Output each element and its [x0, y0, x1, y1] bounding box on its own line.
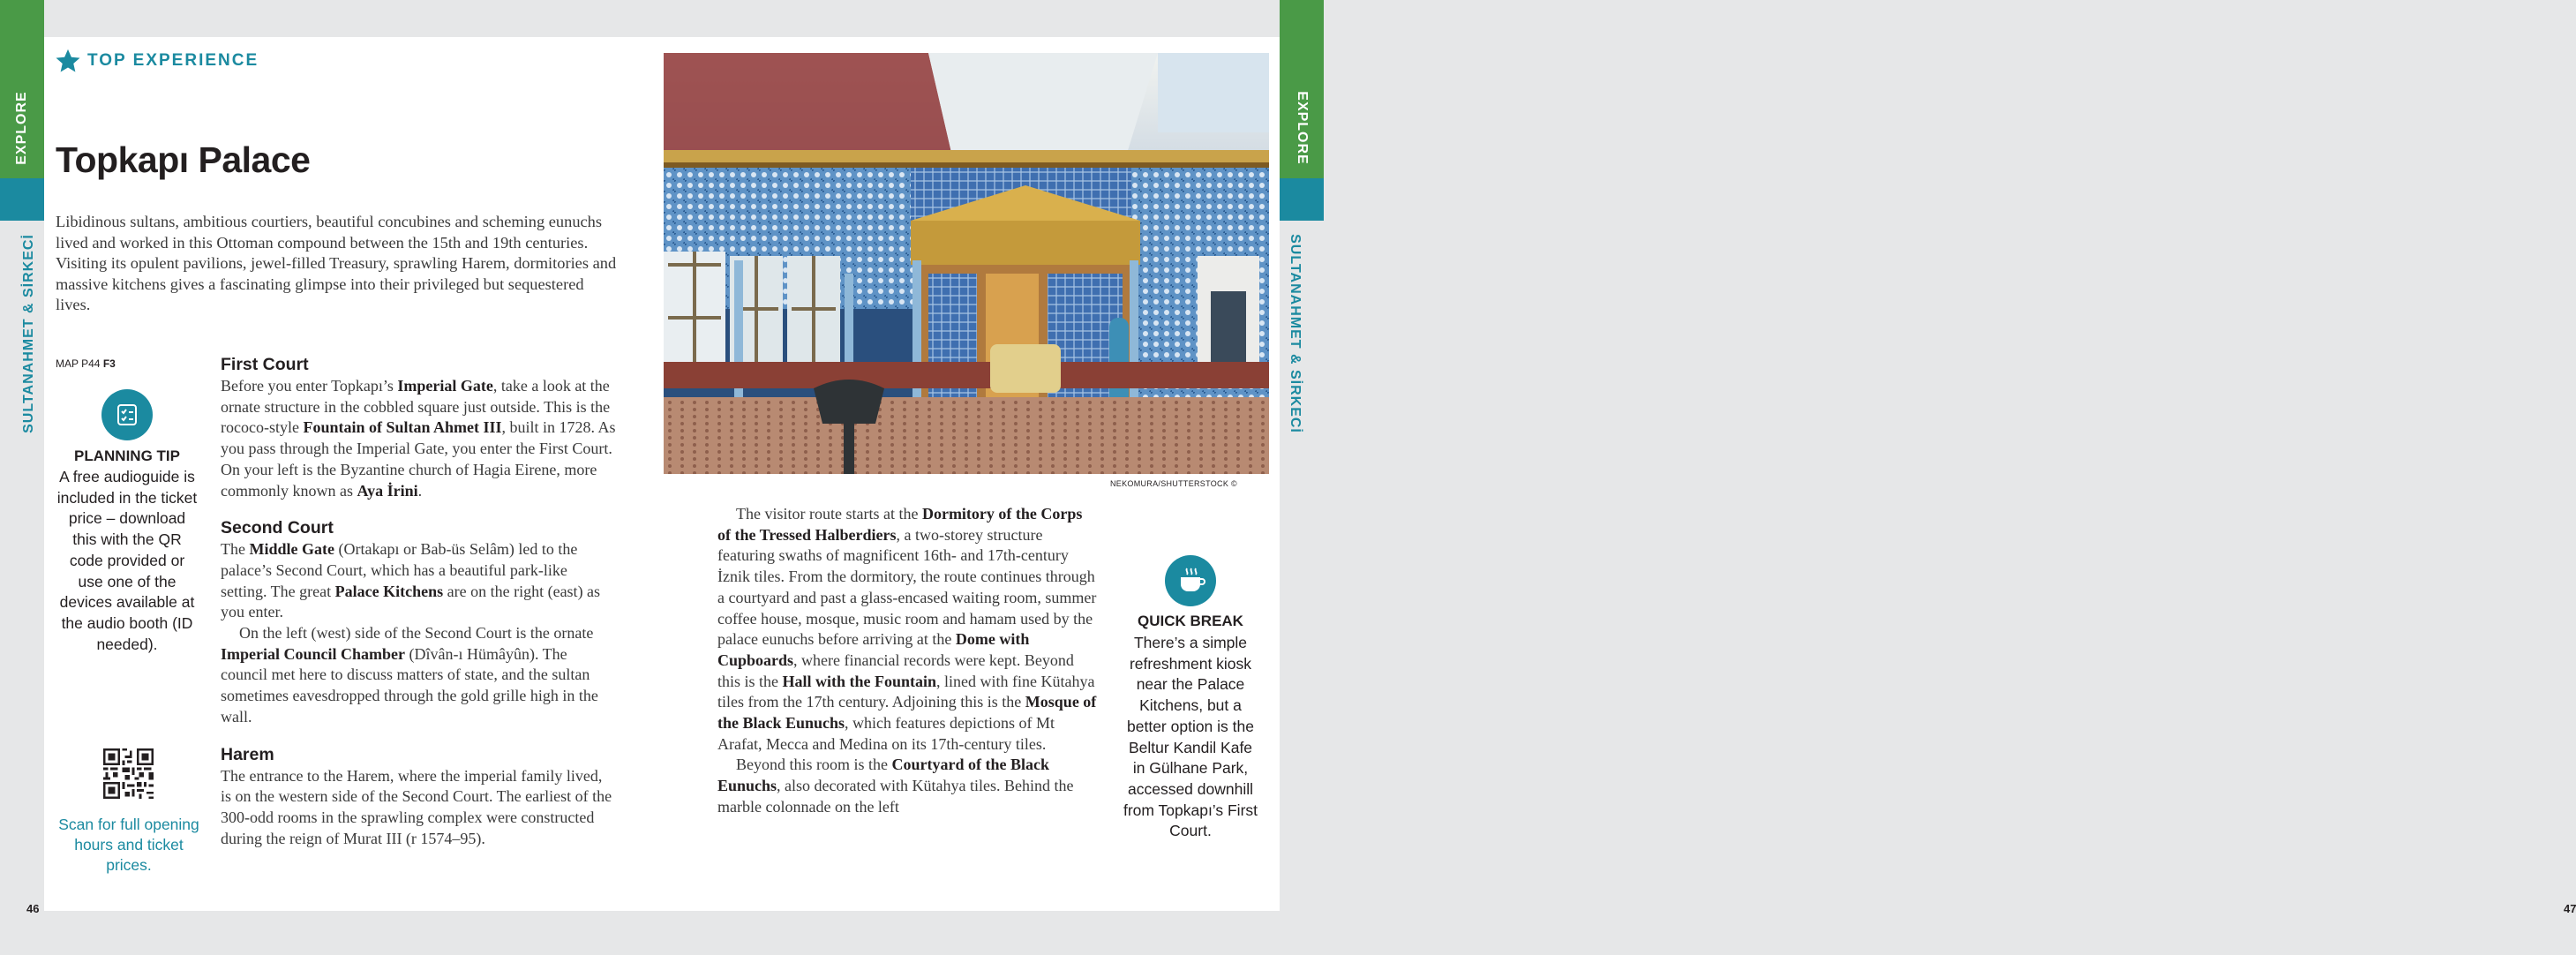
- district-tab-label: SULTANAHMET & SİRKECİ: [21, 234, 36, 433]
- qr-code[interactable]: [103, 748, 154, 799]
- section-text: On the left (west) side of the Second Court is the ornate Imperial Council Chamber (Dîvân-ı Hümâyûn). The council met here to discuss matters of state, and the sultan sometimes eavesdropped through the gold grille high in the wall.: [221, 624, 598, 726]
- body-paragraph: The visitor route starts at the Dormitory of the Corps of the Tressed Halberdiers, a two-storey structure featuring swaths of magnificent 16th- and 17th-century İznik tiles. From the dormitory, the route continues through a courtyard and past a glass-encased waiting room, summer coffee house, mosque, music room and hamam used by the palace eunuchs before arriving at the Dome with Cupboards, where financial records were kept. Beyond this is the Hall with the Fountain, lined with fine Kütahya tiles from the 17th century. Adjoining this is the Mosque of the Black Eunuchs, which features depictions of Mt Arafat, Mecca and Medina on its 17th-century tiles.: [717, 505, 1097, 753]
- section-heading: Second Court: [221, 518, 334, 538]
- intro-paragraph: Libidinous sultans, ambitious courtiers, beautiful concubines and scheming eunuchs lived and worked in this Ottoman compound between the 15th and 19th centuries. Visiting its opulent pavilions, jewel-filled Treasury, sprawling Harem, dormitories and massive kitchens gives a fascinating glimpse into their privileged but sequestered lives.: [56, 213, 617, 314]
- page-number-left: 46: [26, 902, 40, 915]
- section-text: The Middle Gate (Ortakapı or Bab-üs Selâm) led to the palace’s Second Court, which has a beautiful park-like setting. The great Palace Kitchens are on the right (east) as you enter.: [221, 540, 601, 621]
- quick-break-text: There’s a simple refreshment kiosk near the Palace Kitchens, but a better option is the Beltur Kandil Kafe in Gülhane Park, accessed downhill from Topkapı’s First Court.: [1123, 634, 1258, 840]
- planning-tip-heading: PLANNING TIP: [74, 447, 180, 464]
- page-title: Topkapı Palace: [56, 139, 311, 180]
- palace-interior-photo: [664, 53, 1269, 474]
- qr-caption: Scan for full opening hours and ticket prices.: [58, 816, 199, 874]
- right-column: [717, 504, 1099, 818]
- body-paragraph: Beyond this room is the Courtyard of the Black Eunuchs, also decorated with Kütahya tiles. Behind the marble colonnade on the left: [717, 756, 1074, 816]
- district-tab-label: SULTANAHMET & SİRKECİ: [1288, 234, 1303, 433]
- photo-credit: NEKOMURA/SHUTTERSTOCK ©: [1110, 479, 1237, 488]
- map-reference: MAP P44 F3: [56, 357, 116, 370]
- star-icon: [55, 48, 81, 74]
- right-edge-tab: [1280, 0, 2576, 955]
- planning-tip-text: A free audioguide is included in the ticket price – download this with the QR code provided or use one of the devices available at the audio booth (ID needed).: [56, 468, 198, 653]
- section-first-court: [221, 354, 616, 501]
- explore-tab-label: EXPLORE: [1295, 91, 1310, 165]
- page-number-right: 47: [2564, 902, 2576, 915]
- section-text: Before you enter Topkapı’s Imperial Gate, take a look at the ornate structure in the cobbled square just outside. This is the rococo-style Fountain of Sultan Ahmet III, built in 1728. As you pass through the Imperial Gate, you enter the First Court. On your left is the Byzantine church of Hagia Eirene, more commonly known as Aya İrini.: [221, 377, 616, 500]
- explore-tab-label: EXPLORE: [14, 91, 29, 165]
- checklist-icon: [101, 389, 153, 440]
- section-harem: [221, 744, 616, 850]
- section-text: The entrance to the Harem, where the imperial family lived, is on the western side of the Second Court. The earliest of the 300-odd rooms in the sprawling complex were constructed during the reign of Murat III (r 1574–95).: [221, 766, 612, 847]
- section-heading: Harem: [221, 744, 274, 764]
- quick-break-heading: QUICK BREAK: [1138, 613, 1243, 629]
- section-second-court: [221, 517, 616, 727]
- main-column: [221, 354, 616, 849]
- top-experience-label: TOP EXPERIENCE: [55, 48, 259, 74]
- section-heading: First Court: [221, 355, 309, 374]
- left-edge-tab: [0, 0, 44, 955]
- coffee-cup-icon: [1165, 555, 1216, 606]
